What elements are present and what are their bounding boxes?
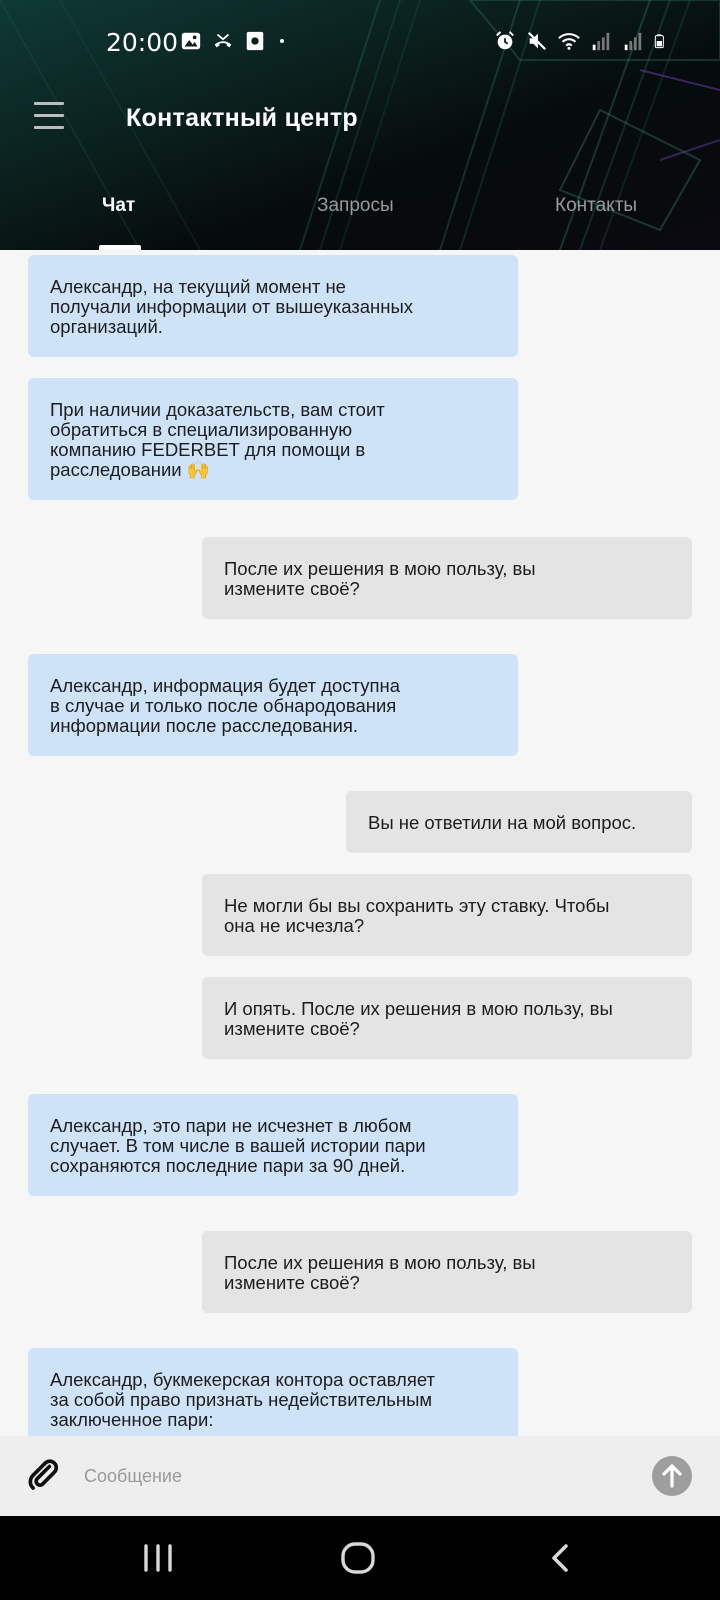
message-outgoing: [202, 874, 692, 956]
message-line: измените своё?: [224, 1018, 360, 1039]
alarm-icon: [494, 30, 516, 52]
chat-messages[interactable]: [0, 250, 720, 1436]
message-line: компанию FEDERBET для помощи в: [50, 439, 366, 460]
message-input[interactable]: [84, 1454, 624, 1498]
message-line: сохраняются последние пари за 90 дней.: [50, 1155, 406, 1176]
mute-icon: [526, 30, 548, 52]
message-line: Александр, букмекерская контора оставляет: [50, 1369, 435, 1390]
message-line: После их решения в мою пользу, вы: [224, 1252, 536, 1273]
status-bar: [0, 22, 720, 62]
message-line: в случае и только после обнародования: [50, 695, 397, 716]
tab-chat[interactable]: Чат: [102, 195, 136, 216]
tab-bar: [0, 195, 720, 250]
message-line: за собой право признать недействительным: [50, 1389, 433, 1410]
message-line: измените своё?: [224, 1272, 360, 1293]
message-line: Вы не ответили на мой вопрос.: [368, 812, 637, 833]
signal-icon: [622, 30, 644, 52]
message-line: обратиться в специализированную: [50, 419, 353, 440]
missed-call-icon: [212, 30, 234, 52]
hamburger-icon-line: [34, 126, 64, 129]
signal-icon: [590, 30, 612, 52]
message-line: она не исчезла?: [224, 915, 365, 936]
message-composer: [0, 1436, 720, 1516]
message-line: расследовании 🙌: [50, 459, 210, 480]
message-incoming: [28, 255, 518, 357]
message-outgoing: [202, 977, 692, 1059]
message-line: Александр, на текущий момент не: [50, 276, 346, 297]
message-line: Не могли бы вы сохранить эту ставку. Чтобы: [224, 895, 610, 916]
message-line: заключенное пари:: [50, 1409, 214, 1430]
message-line: И опять. После их решения в мою пользу, вы: [224, 998, 613, 1019]
message-line: получали информации от вышеуказанных: [50, 296, 414, 317]
message-incoming: [28, 654, 518, 756]
message-incoming: [28, 1348, 518, 1436]
dot-icon: [276, 30, 288, 52]
tab-requests[interactable]: Запросы: [317, 195, 394, 216]
message-line: После их решения в мою пользу, вы: [224, 558, 536, 579]
message-line: организаций.: [50, 316, 163, 337]
send-button[interactable]: [652, 1456, 692, 1496]
recent-apps-icon[interactable]: [138, 1538, 178, 1578]
message-line: информации после расследования.: [50, 715, 358, 736]
message-line: измените своё?: [224, 578, 360, 599]
message-line: Александр, это пари не исчезнет в любом: [50, 1115, 412, 1136]
page-title: Контактный центр: [126, 104, 358, 132]
send-arrow-icon: [652, 1456, 692, 1496]
battery-icon: [654, 30, 670, 52]
app-notification-icon: [244, 30, 266, 52]
menu-button[interactable]: [34, 102, 64, 130]
message-incoming: [28, 1094, 518, 1196]
app-header: [0, 0, 720, 250]
message-line: При наличии доказательств, вам стоит: [50, 399, 385, 420]
back-icon[interactable]: [542, 1538, 582, 1578]
message-outgoing: [202, 1231, 692, 1313]
hamburger-icon: [34, 102, 64, 105]
system-navigation-bar: [0, 1516, 720, 1600]
home-icon[interactable]: [338, 1538, 378, 1578]
message-outgoing: [346, 791, 692, 853]
wifi-icon: [558, 30, 580, 52]
message-incoming: [28, 378, 518, 500]
tab-contacts[interactable]: Контакты: [555, 195, 638, 216]
gallery-icon: [180, 30, 202, 52]
status-time: 20:00: [106, 28, 179, 57]
hamburger-icon-line: [34, 114, 64, 117]
message-outgoing: [202, 537, 692, 619]
message-line: Александр, информация будет доступна: [50, 675, 400, 696]
paperclip-icon[interactable]: [26, 1458, 60, 1492]
message-line: случает. В том числе в вашей истории пари: [50, 1135, 426, 1156]
